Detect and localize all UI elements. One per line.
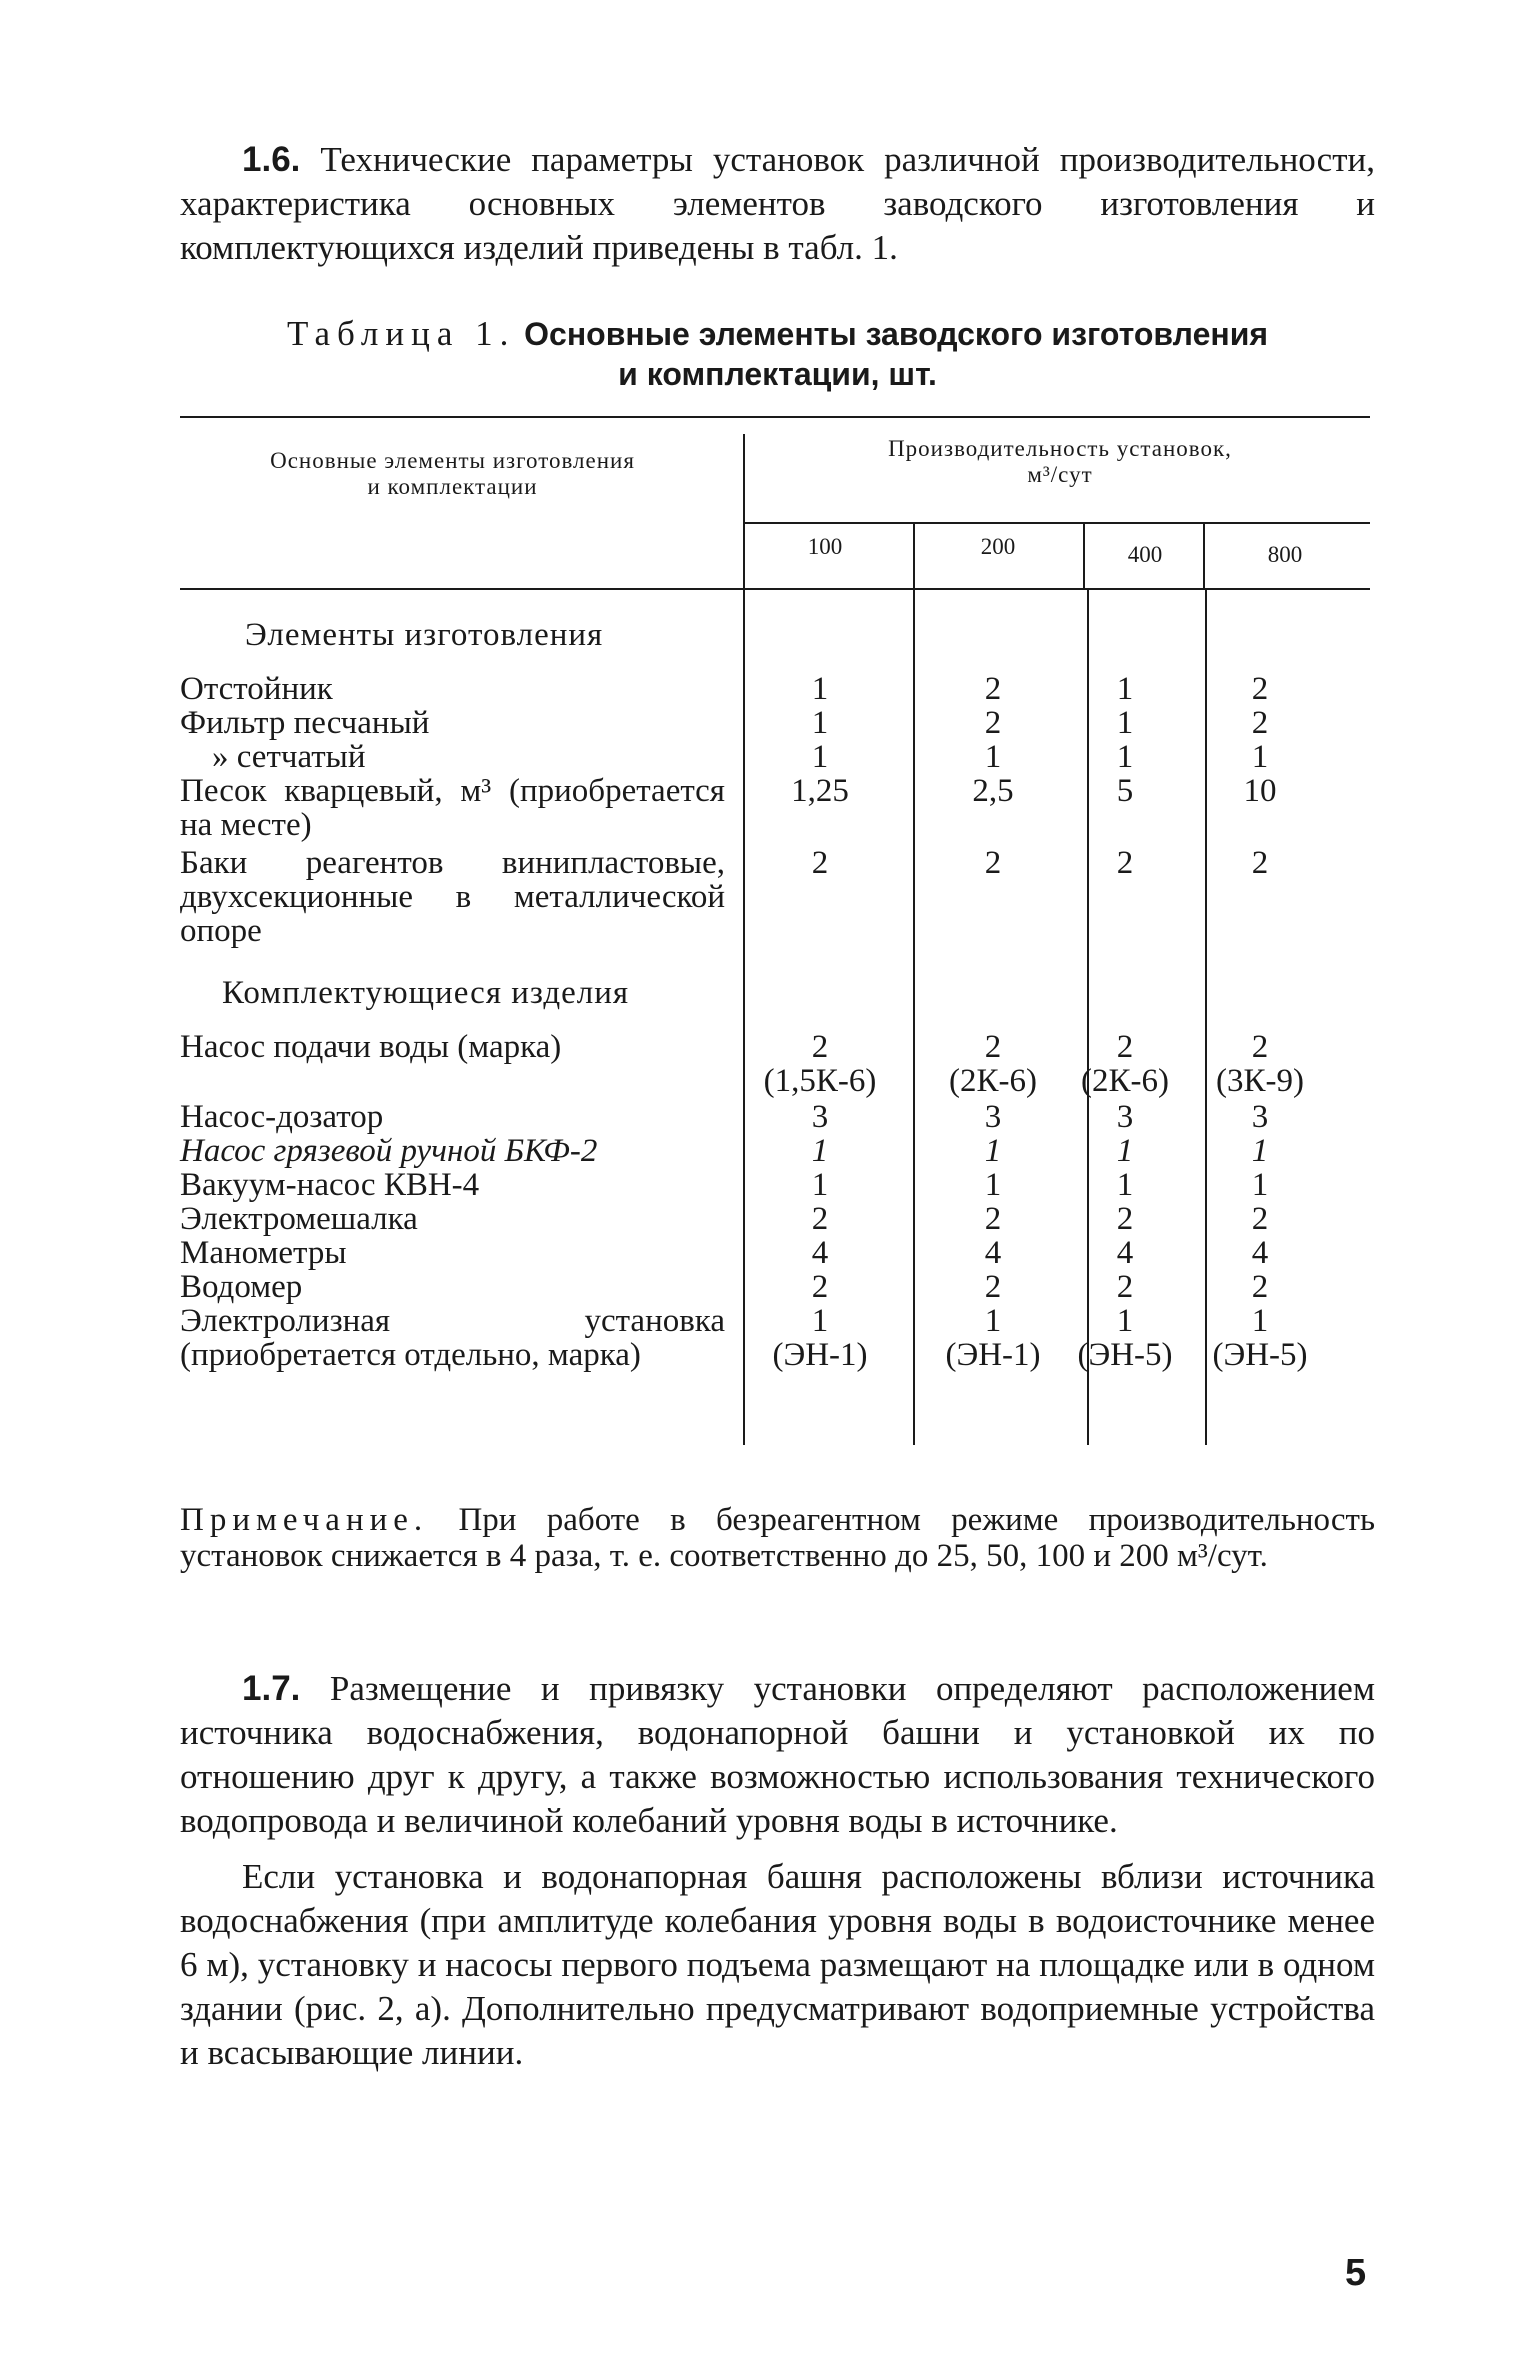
- cell-400: 2: [1116, 1201, 1134, 1237]
- section-purchased-components: Комплектующиеся изделия: [222, 975, 630, 1011]
- column-header-800: 800: [1267, 542, 1303, 567]
- table-note: [180, 1502, 1375, 1574]
- row-name: Песок кварцевый, м³ (приобретается на месте): [180, 773, 725, 843]
- cell-800: 2: [1251, 1201, 1269, 1237]
- paragraph-number: 1.6.: [242, 140, 301, 179]
- cell-100: 1: [811, 1167, 829, 1203]
- row-name: Баки реагентов винипластовые, двухсекционные в металлической опоре: [180, 845, 725, 949]
- cell-400: 3: [1116, 1099, 1134, 1135]
- cell-qty: 2: [811, 1029, 829, 1065]
- column-header-400: 400: [1127, 542, 1163, 567]
- header-left-line1: Основные элементы изготовления: [270, 448, 635, 473]
- row-name: Электролизная установка (приобретается отдельно, марка): [180, 1303, 725, 1373]
- cell-800: 1: [1251, 1133, 1269, 1169]
- cell-model: (ЭН-1): [945, 1337, 1041, 1373]
- cell-800: 1: [1251, 1167, 1269, 1203]
- cell-200: 1: [984, 1167, 1002, 1203]
- paragraph-number: 1.7.: [242, 1669, 301, 1708]
- cell-model: (ЭН-5): [1212, 1337, 1308, 1373]
- cell-100: 1: [811, 671, 829, 707]
- cell-200: 4: [984, 1235, 1002, 1271]
- cell-qty: 2: [1251, 1029, 1269, 1065]
- header-divider: [743, 434, 745, 589]
- cell-400: 4: [1116, 1235, 1134, 1271]
- cell-400: 1: [1116, 705, 1134, 741]
- cell-100: 1: [811, 739, 829, 775]
- cell-400: 1: [1116, 739, 1134, 775]
- cell-100: [750, 1030, 890, 1098]
- table-top-rule: [180, 416, 1370, 418]
- cell-400: 1: [1116, 1167, 1134, 1203]
- cell-200: 1: [984, 739, 1002, 775]
- cell-model: (3К-9): [1216, 1063, 1304, 1099]
- row-name: Насос подачи воды (марка): [180, 1029, 562, 1065]
- row-name: Манометры: [180, 1235, 347, 1271]
- body-divider-left: [743, 590, 745, 1445]
- cell-200: 3: [984, 1099, 1002, 1135]
- row-name: Электромешалка: [180, 1201, 418, 1237]
- body-divider-1: [913, 590, 915, 1445]
- page-number: 5: [1345, 2252, 1367, 2294]
- row-name: » сетчатый: [212, 739, 366, 775]
- page-content: [180, 138, 1375, 2075]
- cell-800: 4: [1251, 1235, 1269, 1271]
- cell-100: 4: [811, 1235, 829, 1271]
- cell-100: 1: [811, 1133, 829, 1169]
- cell-100: 2: [811, 1201, 829, 1237]
- cell-model: (2К-6): [949, 1063, 1037, 1099]
- cell-100: 3: [811, 1099, 829, 1135]
- row-name: Водомер: [180, 1269, 303, 1305]
- cell-qty: 1: [984, 1303, 1002, 1339]
- cell-400: 1: [1116, 1133, 1134, 1169]
- cell-200: 2: [984, 705, 1002, 741]
- cell-400: 2: [1116, 1269, 1134, 1305]
- header-left-line2: и комплектации: [367, 474, 538, 499]
- paragraph-1-6: [180, 138, 1375, 270]
- cell-qty: 1: [1251, 1303, 1269, 1339]
- cell-800: [1190, 1030, 1330, 1098]
- header-left: [180, 448, 725, 500]
- paragraph-1-7: [180, 1667, 1375, 1843]
- cell-400: [1055, 1304, 1195, 1372]
- table-header-rule: [180, 588, 1370, 590]
- cell-100: 2: [811, 845, 829, 881]
- cell-qty: 1: [1116, 1303, 1134, 1339]
- cell-800: 2: [1251, 705, 1269, 741]
- cell-800: 2: [1251, 1269, 1269, 1305]
- table-caption-title-line1: Основные элементы заводского изготовления: [524, 316, 1269, 352]
- table-caption-title-line2: и комплектации, шт.: [618, 356, 937, 392]
- paragraph-text: Технические параметры установок различной производительности, характеристика основных элементов заводского изготовления и комплектующихся изделий приведены в табл. 1.: [180, 140, 1375, 267]
- paragraph-text: Размещение и привязку установки определяют расположением источника водоснабжения, водонапорной башни и установкой их по отношению друг к другу, а также возможностью использования технического водопровода и величиной колебаний уровня воды в источнике.: [180, 1669, 1375, 1840]
- header-right-line1: Производительность установок,: [888, 436, 1232, 461]
- cell-model: (ЭН-5): [1077, 1337, 1173, 1373]
- row-name: Насос грязевой ручной БКФ-2: [180, 1133, 598, 1169]
- cell-400: 2: [1116, 845, 1134, 881]
- cell-100: 1,25: [791, 773, 849, 809]
- cell-qty: 2: [984, 1029, 1002, 1065]
- cell-200: 2,5: [972, 773, 1014, 809]
- table-subheader-rule: [745, 522, 1370, 524]
- cell-200: 1: [984, 1133, 1002, 1169]
- cell-100: 2: [811, 1269, 829, 1305]
- cell-200: 2: [984, 1269, 1002, 1305]
- cell-400: 1: [1116, 671, 1134, 707]
- row-name: Насос-дозатор: [180, 1099, 384, 1135]
- cell-100: 1: [811, 705, 829, 741]
- cell-100: [750, 1304, 890, 1372]
- cell-800: 3: [1251, 1099, 1269, 1135]
- header-col-divider-1: [913, 524, 915, 589]
- cell-model: (2К-6): [1081, 1063, 1169, 1099]
- row-name: Отстойник: [180, 671, 333, 707]
- cell-model: (ЭН-1): [772, 1337, 868, 1373]
- cell-200: 2: [984, 1201, 1002, 1237]
- table-caption-label: Таблица 1.: [286, 314, 516, 353]
- cell-qty: 2: [1116, 1029, 1134, 1065]
- paragraph-placement: Если установка и водонапорная башня расположены вблизи источника водоснабжения (при амплитуде колебания уровня воды в водоисточнике менее 6 м), установку и насосы первого подъема размещают на площадке или в одном здании (рис. 2, а). Дополнительно предусматривают водоприемные устройства и всасывающие линии.: [180, 1857, 1375, 2072]
- cell-200: [923, 1030, 1063, 1098]
- components-table: [180, 416, 1375, 1496]
- cell-400: [1055, 1030, 1195, 1098]
- header-col-divider-3: [1203, 524, 1205, 589]
- header-right-line2: м³/сут: [1027, 462, 1093, 487]
- note-text: При работе в безреагентном режиме производительность установок снижается в 4 раза, т. е. соответственно до 25, 50, 100 и 200 м³/сут.: [180, 1502, 1375, 1574]
- cell-200: [923, 1304, 1063, 1372]
- row-name: Фильтр песчаный: [180, 705, 430, 741]
- row-name: Вакуум-насос КВН-4: [180, 1167, 480, 1203]
- cell-200: 2: [984, 845, 1002, 881]
- column-header-100: 100: [807, 534, 843, 559]
- table-caption: [180, 314, 1375, 394]
- cell-200: 2: [984, 671, 1002, 707]
- cell-model: (1,5К-6): [763, 1063, 877, 1099]
- cell-qty: 1: [811, 1303, 829, 1339]
- column-header-200: 200: [980, 534, 1016, 559]
- note-label: Примечание.: [180, 1502, 429, 1538]
- header-right: [750, 436, 1370, 488]
- cell-800: [1190, 1304, 1330, 1372]
- header-col-divider-2: [1083, 524, 1085, 589]
- section-manufactured-elements: Элементы изготовления: [245, 617, 604, 653]
- cell-800: 2: [1251, 845, 1269, 881]
- cell-800: 2: [1251, 671, 1269, 707]
- cell-400: 5: [1116, 773, 1134, 809]
- cell-800: 1: [1251, 739, 1269, 775]
- cell-800: 10: [1243, 773, 1277, 809]
